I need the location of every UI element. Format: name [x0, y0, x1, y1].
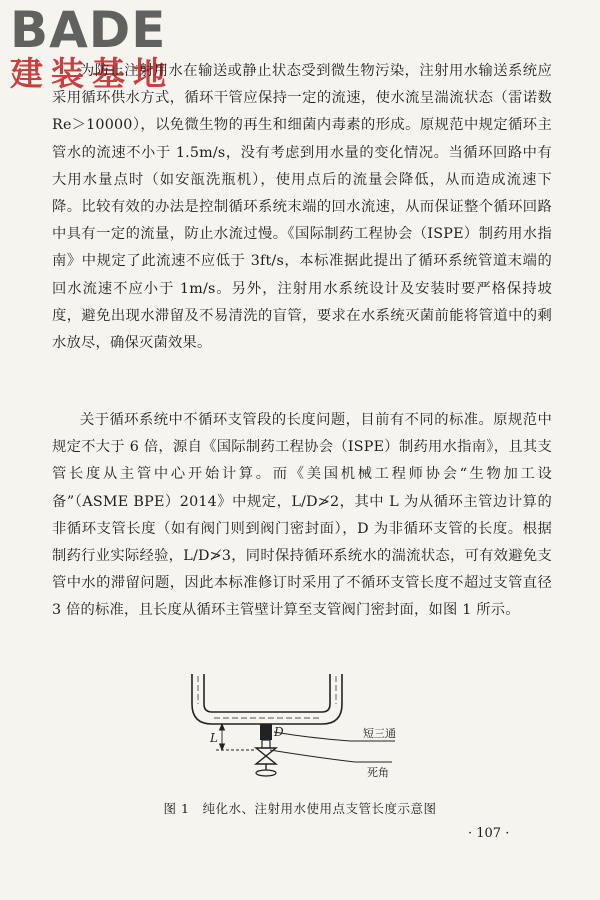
watermark-brand: BADE — [10, 1, 167, 59]
label-short-tee: 短三通 — [363, 727, 396, 740]
dimension-arrow — [220, 744, 225, 750]
short-tee — [260, 724, 272, 740]
page-number: · 107 · — [468, 826, 510, 841]
valve-handwheel — [256, 770, 276, 776]
body-paragraph-2 — [52, 407, 552, 625]
watermark-subtitle: 建装基地 — [10, 54, 174, 93]
label-L: L — [210, 731, 218, 745]
main-pipe-inner — [204, 674, 330, 712]
body-paragraph-1 — [52, 58, 552, 357]
label-D: D — [274, 725, 284, 739]
main-pipe-outer — [192, 674, 342, 724]
leader-dead — [270, 750, 392, 762]
dimension-arrow — [220, 724, 225, 730]
paragraph-text: 关于循环系统中不循环支管段的长度问题，目前有不同的标准。原规范中规定不大于 6 倍，源自《国际制药工程协会（ISPE）制药用水指南》，且其支管长度从主管中心开始计算。而《美国机械工程师协会“生物加工设备”（ASME BPE）2014》中规定，L/D≯2，其中 L 为从循环主管边计算的非循环支管长度（如有阀门则到阀门密封面），D 为非循环支管的长度。根据制药行业实际经验，L/D≯3，同时保持循环系统水的湍流状态，可有效避免支管中水的滞留问题，因此本标准修订时采用了不循环支管长度不超过支管直径 3 倍的标准，且长度从循环主管壁计算至支管阀门密封面，如图 1 所示。 — [52, 412, 552, 619]
paragraph-text: 为防止注射用水在输送或静止状态受到微生物污染，注射用水输送系统应采用循环供水方式，循环干管应保持一定的流速，使水流呈湍流状态（雷诺数 Re＞10000），以免微生物的再生和细菌内毒素的形成。原规范中规定循环主管水的流速不小于 1.5m/s，没有考虑到用水量的变化情况。当循环回路中有大用水量点时（如安瓿洗瓶机），使用点后的流量会降低，从而造成流速下降。比较有效的办法是控制循环系统末端的回水流速，从而保证整个循环回路中具有一定的流量，防止水流过慢。《国际制药工程协会（ISPE）制药用水指南》中规定了此流速不应低于 3ft/s，本标准据此提出了循环系统管道末端的回水流速不应小于 1m/s。另外，注射用水系统设计及安装时要严格保持坡度，避免出现水滞留及不易清洗的盲管，要求在水系统灭菌前能将管道中的剩水放尽，确保灭菌效果。 — [52, 63, 552, 352]
label-dead-end: 死角 — [367, 766, 389, 779]
branch-length-diagram — [170, 662, 440, 822]
branch-stub — [262, 740, 270, 748]
figure-caption: 图 1 纯化水、注射用水使用点支管长度示意图 — [163, 801, 437, 816]
